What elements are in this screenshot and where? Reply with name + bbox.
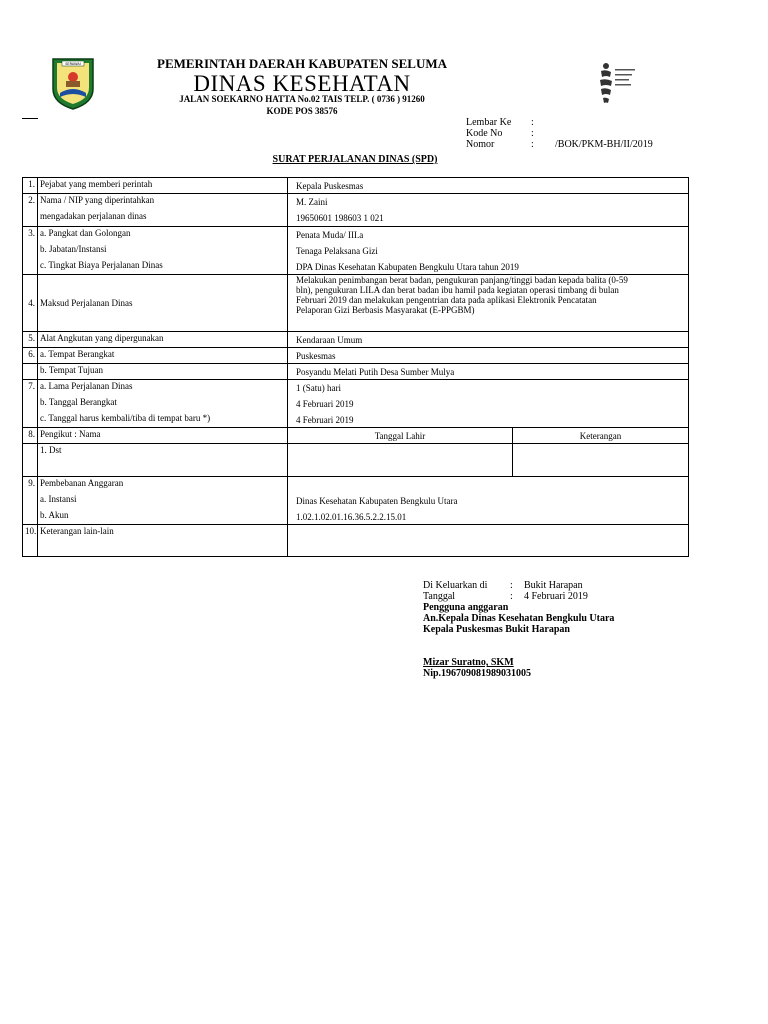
signature-block xyxy=(423,580,614,679)
table-row: 1. Dst xyxy=(23,444,689,477)
table-row: 3. a. Pangkat dan Golongan b. Jabatan/Instansi c. Tingkat Biaya Perjalanan Dinas Penata Muda/ III.a Tenaga Pelaksana Gizi DPA Dinas Kesehatan Kabupaten Bengkulu Utara tahun 2019 xyxy=(23,227,689,275)
signer-position: Kepala Puskesmas Bukit Harapan xyxy=(423,624,570,635)
table-row: 4. Maksud Perjalanan Dinas Melakukan penimbangan berat badan, pengukuran panjang/tinggi badan kepada balita (0-59 bln), pengukuran LILA dan berat badan ibu hamil pada kegiatan operasi timbang di bulan Februari 2019 dan melakukan pengentrian data pada aplikasi Elektronik Pencatatan Pelaporan Gizi Berbasis Masyarakat (E-PPGBM) xyxy=(23,275,689,332)
table-row: b. Tempat Tujuan Posyandu Melati Putih Desa Sumber Mulya xyxy=(23,364,689,380)
meta-sheet: Lembar Ke : xyxy=(466,117,534,128)
issued-place: Di Keluarkan di : Bukit Harapan xyxy=(423,580,583,591)
table-row: 1. Pejabat yang memberi perintah Kepala Puskesmas xyxy=(23,178,689,194)
table-row: 2. Nama / NIP yang diperintahkan mengadakan perjalanan dinas M. Zaini 19650601 198603 1 021 xyxy=(23,194,689,227)
svg-text:SERAWAI: SERAWAI xyxy=(65,62,81,67)
table-row: 7. a. Lama Perjalanan Dinas b. Tanggal Berangkat c. Tanggal harus kembali/tiba di tempat baru *) 1 (Satu) hari 4 Februari 2019 4 Februari 2019 xyxy=(23,380,689,428)
table-row: 6. a. Tempat Berangkat Puskesmas xyxy=(23,348,689,364)
spd-table xyxy=(22,177,689,557)
table-row: 10. Keterangan lain-lain xyxy=(23,525,689,557)
document-meta xyxy=(466,117,653,150)
header-agency: DINAS KESEHATAN xyxy=(193,71,411,96)
document-title: SURAT PERJALANAN DINAS (SPD) xyxy=(272,154,438,165)
meta-number: Nomor : /BOK/PKM-BH/II/2019 xyxy=(466,139,653,150)
signer-role: Pengguna anggaran xyxy=(423,602,509,613)
header-government: PEMERINTAH DAERAH KABUPATEN SELUMA xyxy=(157,56,447,71)
signer-name: Mizar Suratno, SKM xyxy=(423,657,514,668)
header-address: JALAN SOEKARNO HATTA No.02 TAIS TELP. ( 0736 ) 91260 xyxy=(179,94,425,104)
divider-dash xyxy=(22,118,38,119)
table-row: 8. Pengikut : Nama Tanggal Lahir Keterangan xyxy=(23,428,689,444)
signer-on-behalf: An.Kepala Dinas Kesehatan Bengkulu Utara xyxy=(423,613,615,624)
issued-date: Tanggal : 4 Februari 2019 xyxy=(423,591,588,602)
meta-code: Kode No : xyxy=(466,128,534,139)
table-row: 9. Pembebanan Anggaran a. Instansi b. Akun Dinas Kesehatan Kabupaten Bengkulu Utara 1.02.1.02.01.16.36.5.2.2.15.01 xyxy=(23,477,689,525)
signer-nip: Nip.196709081989031005 xyxy=(423,668,532,679)
table-row: 5. Alat Angkutan yang dipergunakan Kendaraan Umum xyxy=(23,332,689,348)
header-postal-code: KODE POS 38576 xyxy=(266,106,338,116)
